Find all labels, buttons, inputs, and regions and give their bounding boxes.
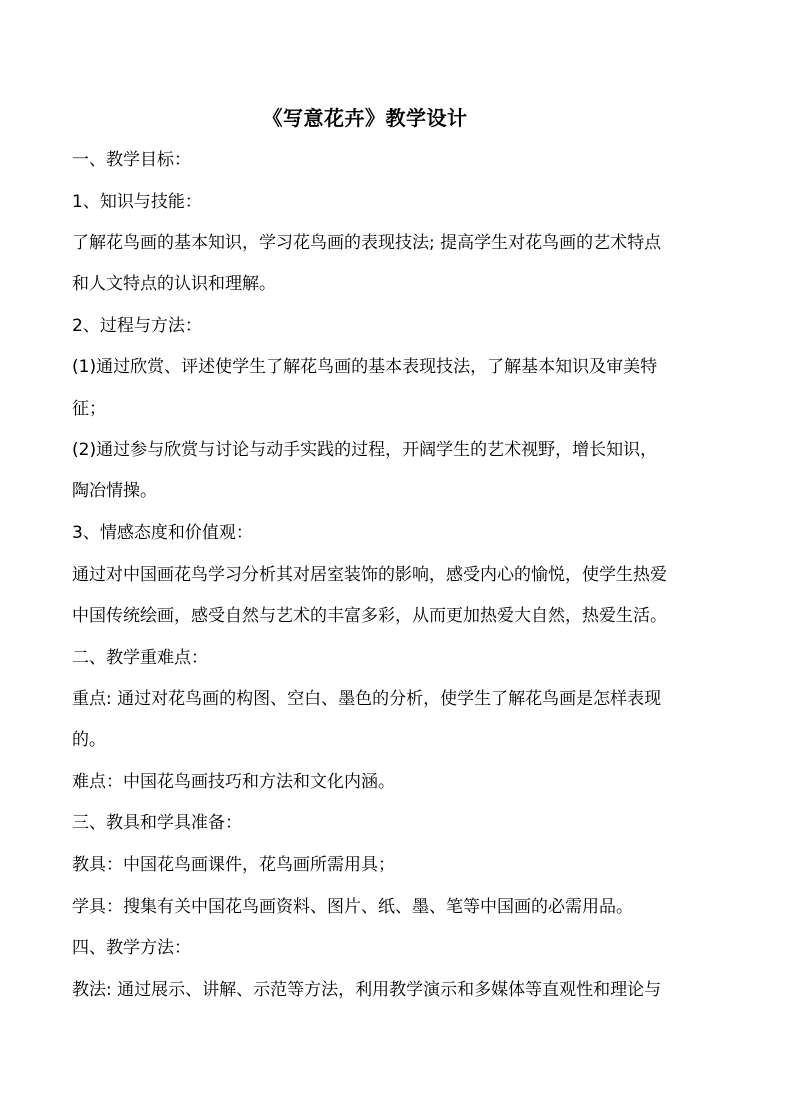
paragraph-line: 中国传统绘画，感受自然与艺术的丰富多彩，从而更加热爱大自然，热爱生活。 [72,606,667,626]
document-title: 《写意花卉》教学设计 [262,106,468,130]
section-heading-objectives: 一、教学目标： [72,150,191,170]
subheading-process-method: 2、过程与方法： [72,316,202,336]
section-heading-key-points: 二、教学重难点： [72,648,208,668]
subheading-attitude-values: 3、情感态度和价值观： [72,523,253,543]
paragraph-line: (1)通过欣赏、评述使学生了解花鸟画的基本表现技法，了解基本知识及审美特 [72,357,658,377]
paragraph-line: 陶冶情操。 [72,481,157,501]
subheading-knowledge-skills: 1、知识与技能： [72,192,202,212]
paragraph-line: 征； [72,399,106,419]
paragraph-line: 教法: 通过展示、讲解、示范等方法，利用教学演示和多媒体等直观性和理论与 [72,980,662,1000]
section-heading-tools: 三、教具和学具准备： [72,813,242,833]
section-heading-methods: 四、教学方法： [72,938,191,958]
paragraph-line: 和人文特点的认识和理解。 [72,274,276,294]
paragraph-line: 重点: 通过对花鸟画的构图、空白、墨色的分析，使学生了解花鸟画是怎样表现 [72,689,662,709]
paragraph-line: 通过对中国画花鸟学习分析其对居室装饰的影响，感受内心的愉悦，使学生热爱 [72,565,667,585]
paragraph-line: 难点：中国花鸟画技巧和方法和文化内涵。 [72,772,395,792]
paragraph-line: (2)通过参与欣赏与讨论与动手实践的过程，开阔学生的艺术视野，增长知识， [72,440,658,460]
paragraph-line: 的。 [72,730,106,750]
paragraph-line: 教具：中国花鸟画课件，花鸟画所需用具； [72,855,395,875]
paragraph-line: 学具：搜集有关中国花鸟画资料、图片、纸、墨、笔等中国画的必需用品。 [72,897,633,917]
paragraph-line: 了解花鸟画的基本知识，学习花鸟画的表现技法; 提高学生对花鸟画的艺术特点 [72,233,662,253]
